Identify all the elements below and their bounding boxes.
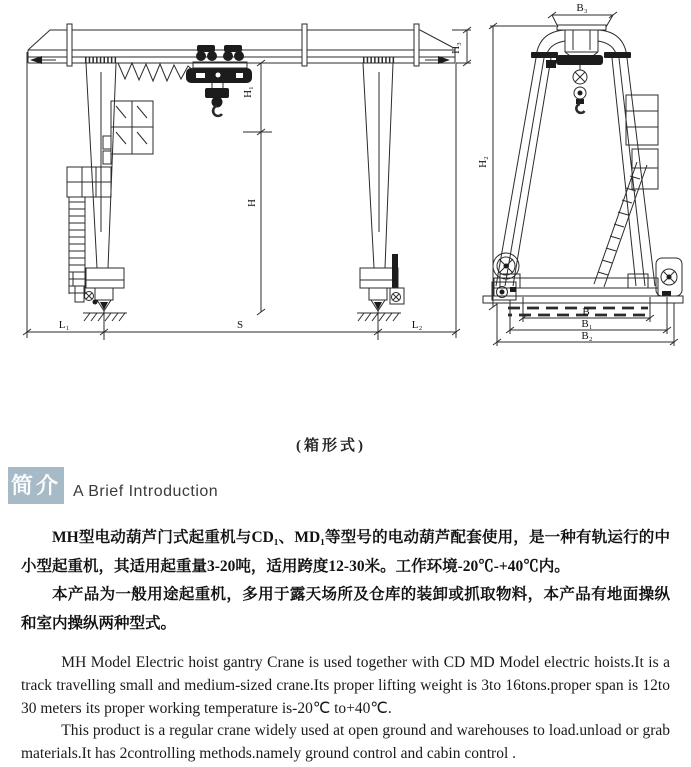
dim-label-girder-height: H₃ — [450, 42, 462, 54]
dim-label-b1: B₁ — [581, 318, 593, 330]
cn-paragraph-2: 本产品为一般用途起重机，多用于露天场所及仓库的装卸或抓取物料，本产品有地面操纵和室内操纵两种型式。 — [21, 586, 670, 632]
en-paragraph-2: This product is a regular crane widely used at open ground and warehouses to load.unload or grab materials.It has 2controlling methods.namely ground control and cabin control . — [21, 722, 670, 763]
hoist-side — [546, 55, 603, 113]
drawing-caption: (箱形式) — [296, 438, 366, 454]
dim-label-lifting-height: H — [246, 199, 258, 207]
left-leg — [86, 63, 116, 268]
section-heading — [8, 467, 218, 504]
cabin — [103, 101, 153, 164]
festoon-cable — [118, 63, 194, 81]
landing-platform — [67, 167, 111, 197]
side-view — [477, 2, 683, 346]
side-platform — [626, 95, 658, 189]
english-introduction — [21, 652, 670, 766]
dim-label-top-width: B₃ — [576, 2, 588, 14]
dim-label-hoist-headroom: H₁ — [242, 86, 254, 98]
dim-label-b2: B₂ — [581, 330, 593, 342]
chinese-introduction — [21, 524, 670, 638]
right-bogie — [360, 254, 404, 311]
dim-label-right-overhang: L₂ — [411, 319, 423, 331]
cn-paragraph-1: MH型电动葫芦门式起重机与CD₁、MD₁等型号的电动葫芦配套使用，是一种有轨运行的中小型起重机，其适用起重量3-20吨，适用跨度12-30米。工作环境-20℃-+40℃内。 — [21, 529, 670, 575]
dim-label-overall-height: H₂ — [477, 156, 489, 168]
left-bogie — [73, 268, 124, 311]
right-leg — [363, 63, 393, 268]
en-paragraph-1: MH Model Electric hoist gantry Crane is used together with CD MD Model electric hoists.It is a track travelling small and medium-sized crane.Its proper lifting weight is 3to 16tons.proper span is 12to 30 meters its proper working temperature is-20℃ to+40℃. — [21, 654, 670, 717]
ladder — [69, 197, 85, 294]
ground-hatch-left — [83, 313, 127, 321]
dim-label-span: S — [236, 319, 244, 331]
dim-label-wheel-base: B — [582, 306, 590, 318]
a-frame-legs — [496, 58, 655, 288]
dim-label-left-overhang: L₁ — [58, 319, 70, 331]
ground-hatch-right — [357, 313, 401, 321]
hoist-trolley — [186, 45, 252, 116]
front-view — [23, 24, 471, 340]
inclined-stair — [594, 162, 647, 287]
section-title: A Brief Introduction — [73, 483, 219, 500]
section-badge: 简介 — [8, 467, 64, 504]
